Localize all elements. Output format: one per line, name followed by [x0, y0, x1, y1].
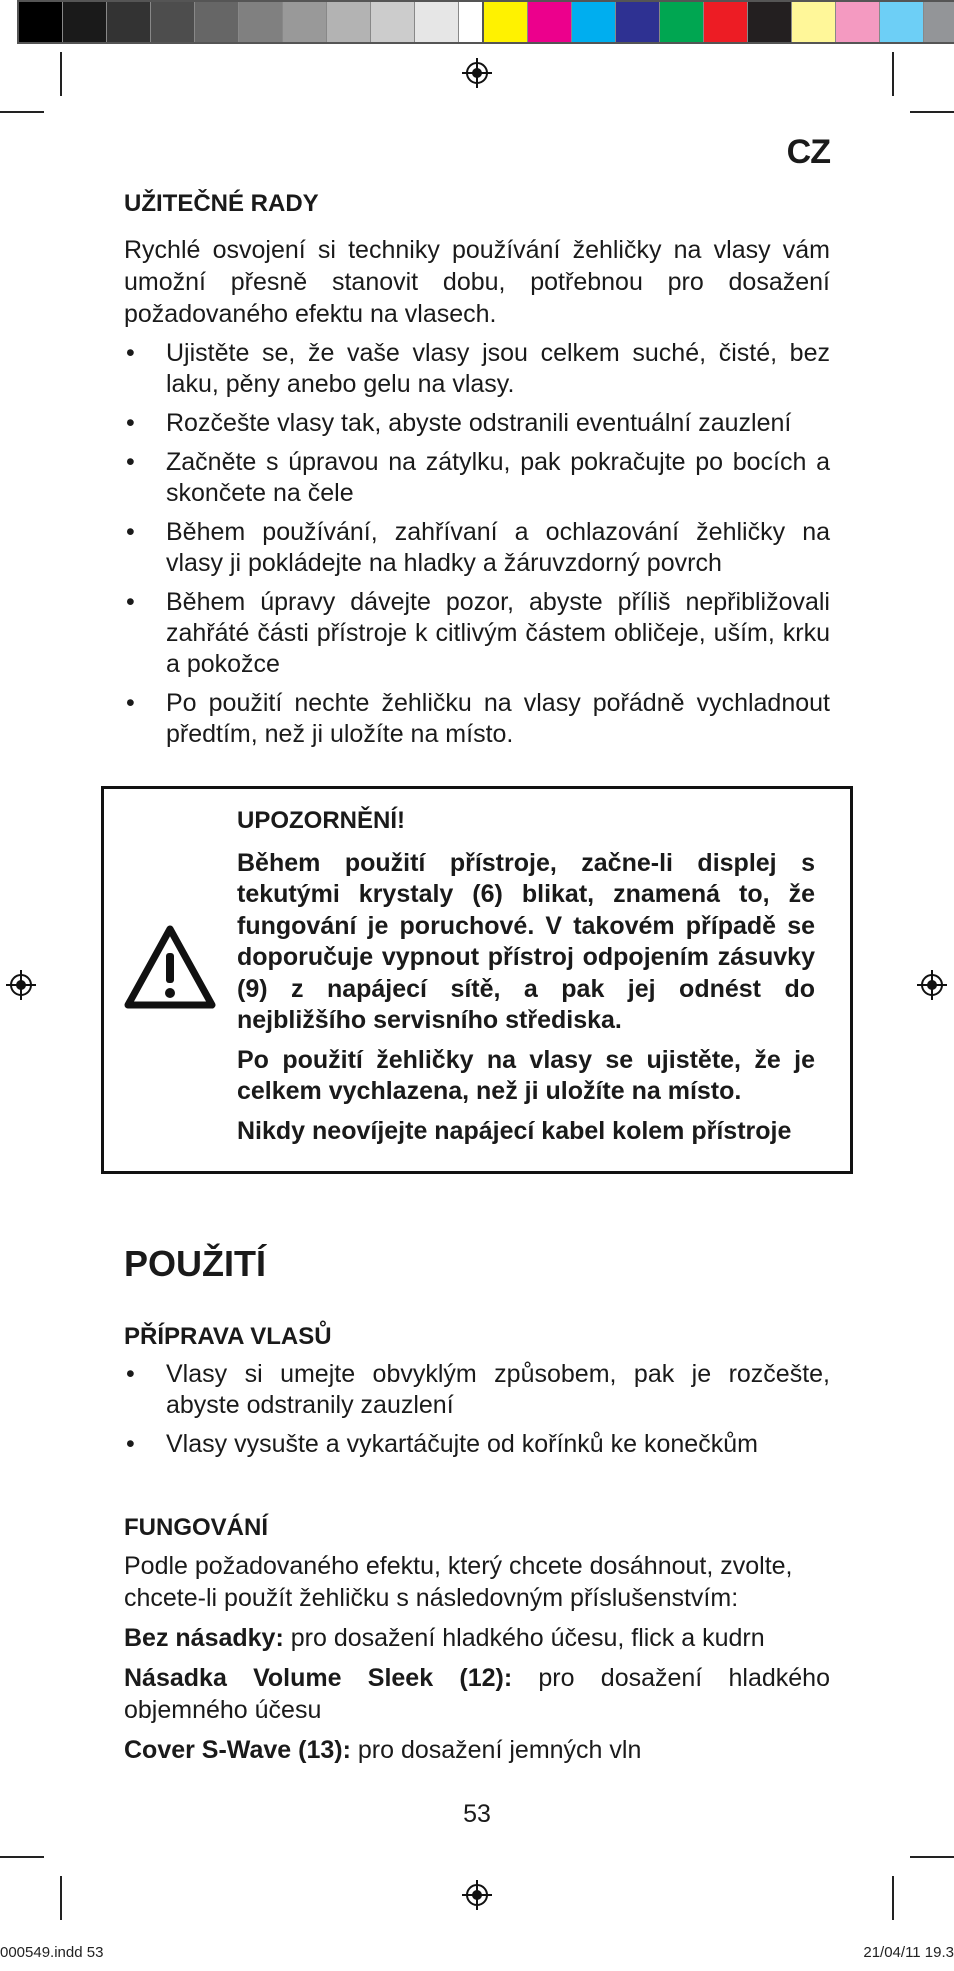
date-slug: 21/04/11 19.3 [863, 1944, 954, 1961]
list-item: • Rozčešte vlasy tak, abyste odstranili eventuální zauzlení [124, 408, 830, 439]
accessory-text: pro dosažení hladkého objemného účesu [124, 1664, 830, 1724]
tips-intro: Rychlé osvojení si techniky používání žehličky na vlasy vám umožní přesně stanovit dobu, potřebnou pro dosažení požadovaného efektu na vlasech. [124, 236, 830, 328]
file-slug: 000549.indd 53 [0, 1944, 104, 1961]
crop-mark [892, 52, 894, 96]
usage-title: POUŽITÍ [124, 1243, 266, 1284]
color-swatch [371, 2, 415, 42]
warning-paragraph: Během použití přístroje, začne-li displej s tekutými krystaly (6) blikat, znamená to, že fungování je poruchové. V takovém případě se doporučuje vypnout přístroj odpojením zásuvky (9) z napájecí sítě, a pak jej odnést do nejbližšího servisního střediska. [237, 848, 815, 1034]
crop-mark [910, 111, 954, 113]
color-swatch [19, 2, 63, 42]
color-swatch [880, 2, 924, 42]
color-swatch [616, 2, 660, 42]
page-number: 53 [463, 1800, 491, 1828]
warning-paragraph: Po použití žehličky na vlasy se ujistěte, že je celkem vychlazena, než ji uložíte na místo. [237, 1045, 815, 1105]
function-heading: FUNGOVÁNÍ [124, 1514, 268, 1541]
accessory-item [124, 1662, 830, 1726]
color-swatch [63, 2, 107, 42]
function-intro: Podle požadovaného efektu, který chcete dosáhnout, zvolte, chcete-li použít žehličku s následovným příslušenstvím: [124, 1552, 793, 1612]
accessory-text: pro dosažení jemných vln [350, 1736, 642, 1764]
accessory-text: pro dosažení hladkého účesu, flick a kudrn [283, 1624, 765, 1652]
list-item: • Během používání, zahřívaní a ochlazování žehličky na vlasy ji pokládejte na hladky a žáruvzdorný povrch [124, 517, 830, 579]
color-swatch [792, 2, 836, 42]
list-item: • Během úpravy dávejte pozor, abyste příliš nepřibližovali zahřáté části přístroje k citlivým částem obličeje, uším, krku a pokožce [124, 587, 830, 680]
list-item: • Začněte s úpravou na zátylku, pak pokračujte po bocích a skončete na čele [124, 447, 830, 509]
list-item: • Ujistěte se, že vaše vlasy jsou celkem suché, čisté, bez laku, pěny anebo gelu na vlasy. [124, 338, 830, 400]
tips-heading: UŽITEČNÉ RADY [124, 190, 319, 217]
list-item: • Vlasy vysušte a vykartáčujte od kořínků ke konečkům [124, 1429, 830, 1460]
color-swatches [482, 0, 954, 44]
registration-mark-icon [917, 970, 947, 1000]
crop-mark [60, 1876, 62, 1920]
color-swatch [239, 2, 283, 42]
color-swatch [704, 2, 748, 42]
accessory-label: Cover S-Wave (13): [124, 1736, 351, 1764]
color-swatch [283, 2, 327, 42]
crop-mark [0, 111, 44, 113]
color-swatch [748, 2, 792, 42]
crop-mark [892, 1876, 894, 1920]
registration-mark-icon [6, 970, 36, 1000]
usage-section [124, 1243, 830, 1766]
color-swatch [660, 2, 704, 42]
accessory-item [124, 1734, 830, 1766]
color-swatch [151, 2, 195, 42]
prep-heading: PŘÍPRAVA VLASŮ [124, 1323, 332, 1350]
language-code: CZ [786, 133, 830, 171]
list-item: • Po použití nechte žehličku na vlasy pořádně vychladnout předtím, než ji uložíte na místo. [124, 688, 830, 750]
accessory-label: Násadka Volume Sleek (12): [124, 1664, 513, 1692]
warning-box [101, 786, 853, 1174]
color-swatch [572, 2, 616, 42]
color-swatch [924, 2, 954, 42]
registration-mark-icon [462, 58, 492, 88]
color-swatch [836, 2, 880, 42]
list-item: • Vlasy si umejte obvyklým způsobem, pak je rozčešte, abyste odstranily zauzlení [124, 1359, 830, 1421]
print-color-bar [0, 0, 954, 44]
crop-mark [60, 52, 62, 96]
color-swatch [107, 2, 151, 42]
color-swatch [195, 2, 239, 42]
accessory-label: Bez násadky: [124, 1624, 284, 1652]
color-swatch [327, 2, 371, 42]
crop-mark [910, 1856, 954, 1858]
warning-paragraph: Nikdy neovíjejte napájecí kabel kolem přístroje [237, 1116, 792, 1145]
prep-list [124, 1359, 830, 1460]
tips-section [124, 190, 830, 750]
warning-heading: UPOZORNĚNÍ! [237, 807, 405, 834]
crop-mark [0, 1856, 44, 1858]
grayscale-swatches [17, 0, 505, 44]
accessory-item [124, 1622, 830, 1654]
warning-text [237, 805, 815, 1147]
color-swatch [415, 2, 459, 42]
color-swatch [528, 2, 572, 42]
color-swatch [484, 2, 528, 42]
registration-mark-icon [462, 1880, 492, 1910]
warning-triangle-icon [122, 923, 218, 1011]
tips-list [124, 338, 830, 750]
